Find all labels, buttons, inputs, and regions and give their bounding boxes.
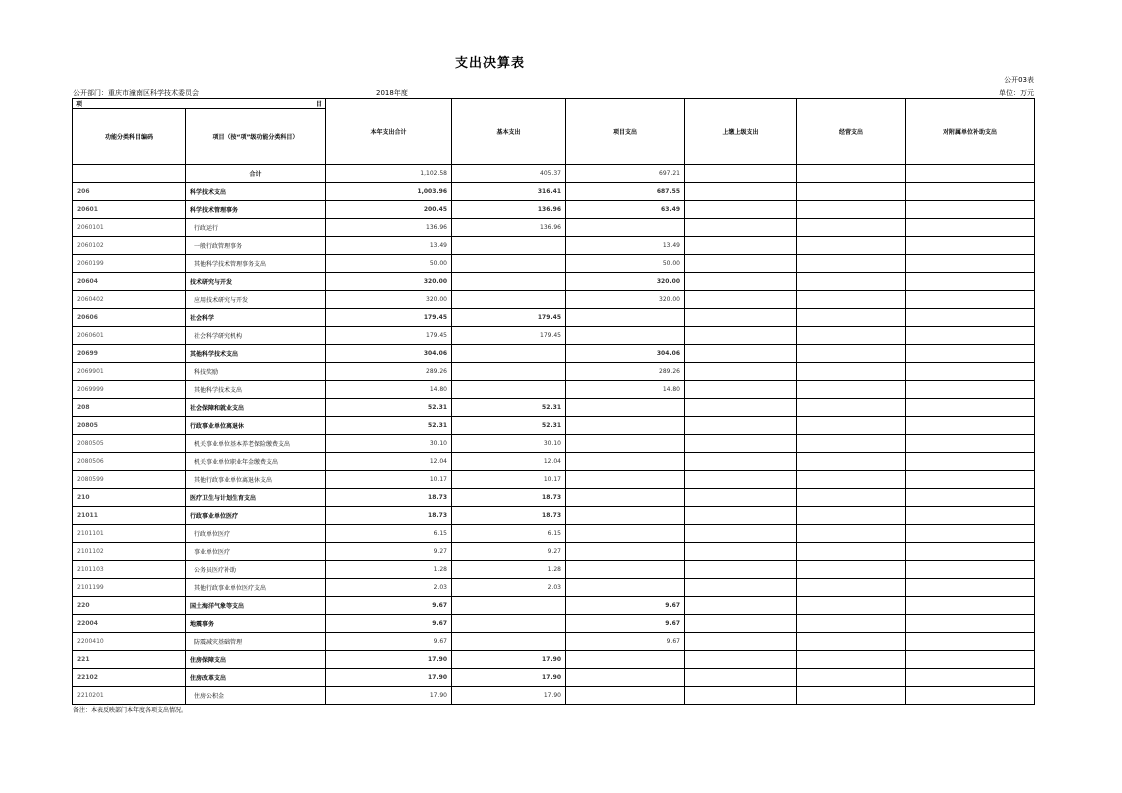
row-project [566,579,685,597]
row-subsidy [906,561,1035,579]
table-row [73,435,1035,453]
row-operating [797,327,906,345]
row-operating [797,633,906,651]
row-operating [797,273,906,291]
table-row [73,687,1035,705]
row-name: 住房保障支出 [186,651,326,669]
table-body [73,165,1035,705]
dept-label: 公开部门：重庆市潼南区科学技术委员会 [73,89,199,97]
row-operating [797,201,906,219]
row-project [566,453,685,471]
expenditure-table [72,98,1035,705]
row-total: 320.00 [326,273,452,291]
table-row [73,579,1035,597]
row-operating [797,669,906,687]
row-code: 2101199 [73,579,186,597]
table-row [73,183,1035,201]
row-basic: 18.73 [452,489,566,507]
row-project: 697.21 [566,165,685,183]
row-code: 2060101 [73,219,186,237]
row-subsidy [906,309,1035,327]
row-total: 6.15 [326,525,452,543]
row-subsidy [906,381,1035,399]
table-row [73,417,1035,435]
row-project [566,417,685,435]
row-project: 63.49 [566,201,685,219]
row-upper [685,399,797,417]
table-row [73,561,1035,579]
row-total: 320.00 [326,291,452,309]
row-project: 9.67 [566,615,685,633]
row-upper [685,471,797,489]
row-code: 2101103 [73,561,186,579]
row-name: 其他行政事业单位离退休支出 [186,471,326,489]
row-basic: 30.10 [452,435,566,453]
row-upper [685,309,797,327]
row-upper [685,165,797,183]
row-total: 9.67 [326,597,452,615]
row-upper [685,615,797,633]
row-upper [685,525,797,543]
row-name: 行政运行 [186,219,326,237]
row-total: 50.00 [326,255,452,273]
row-code: 20606 [73,309,186,327]
row-upper [685,273,797,291]
header-subsidy: 对附属单位补助支出 [906,99,1035,165]
row-upper [685,219,797,237]
row-project: 9.67 [566,597,685,615]
row-total: 17.90 [326,669,452,687]
row-name: 事业单位医疗 [186,543,326,561]
row-project: 289.26 [566,363,685,381]
row-basic [452,381,566,399]
header-code: 功能分类科目编码 [73,109,186,165]
row-upper [685,597,797,615]
row-code: 2080505 [73,435,186,453]
row-code [73,165,186,183]
row-subsidy [906,471,1035,489]
row-project [566,435,685,453]
row-operating [797,381,906,399]
row-name: 社会科学 [186,309,326,327]
row-project [566,489,685,507]
row-total: 179.45 [326,309,452,327]
row-total: 1,102.58 [326,165,452,183]
header-operating: 经营支出 [797,99,906,165]
row-basic: 17.90 [452,669,566,687]
row-code: 220 [73,597,186,615]
row-basic: 405.37 [452,165,566,183]
row-upper [685,633,797,651]
row-basic [452,273,566,291]
row-name: 其他行政事业单位医疗支出 [186,579,326,597]
row-name: 地震事务 [186,615,326,633]
row-total: 30.10 [326,435,452,453]
row-basic: 2.03 [452,579,566,597]
row-project [566,669,685,687]
row-basic [452,615,566,633]
row-subsidy [906,417,1035,435]
row-operating [797,309,906,327]
row-name: 其他科学技术支出 [186,381,326,399]
table-row [73,327,1035,345]
row-operating [797,255,906,273]
row-upper [685,255,797,273]
row-operating [797,525,906,543]
row-operating [797,471,906,489]
row-project: 320.00 [566,291,685,309]
row-project: 13.49 [566,237,685,255]
header-upper: 上缴上级支出 [685,99,797,165]
row-subsidy [906,453,1035,471]
row-code: 2060601 [73,327,186,345]
row-name: 合计 [186,165,326,183]
row-upper [685,237,797,255]
row-subsidy [906,597,1035,615]
row-code: 21011 [73,507,186,525]
row-subsidy [906,669,1035,687]
row-total: 1.28 [326,561,452,579]
header-xiang: 项 [76,101,83,108]
row-upper [685,291,797,309]
row-basic [452,237,566,255]
row-upper [685,417,797,435]
row-operating [797,543,906,561]
row-project [566,399,685,417]
header-row-top [73,99,1035,109]
row-total: 200.45 [326,201,452,219]
row-subsidy [906,201,1035,219]
row-basic: 179.45 [452,327,566,345]
row-subsidy [906,651,1035,669]
row-name: 住房公积金 [186,687,326,705]
row-name: 科学技术管理事务 [186,201,326,219]
row-operating [797,219,906,237]
table-row [73,399,1035,417]
row-code: 2060102 [73,237,186,255]
row-upper [685,687,797,705]
row-total: 10.17 [326,471,452,489]
row-code: 2069901 [73,363,186,381]
row-total: 18.73 [326,507,452,525]
table-row [73,651,1035,669]
row-total: 179.45 [326,327,452,345]
row-code: 2060199 [73,255,186,273]
row-name: 医疗卫生与计划生育支出 [186,489,326,507]
row-total: 17.90 [326,651,452,669]
row-basic: 6.15 [452,525,566,543]
table-row [73,219,1035,237]
row-code: 2101102 [73,543,186,561]
row-name: 住房改革支出 [186,669,326,687]
table-row [73,363,1035,381]
row-project [566,219,685,237]
row-subsidy [906,633,1035,651]
footnote: 备注：本表反映部门本年度各项支出情况。 [73,707,188,714]
row-total: 2.03 [326,579,452,597]
row-project: 9.67 [566,633,685,651]
row-code: 2080506 [73,453,186,471]
row-operating [797,615,906,633]
row-subsidy [906,399,1035,417]
row-subsidy [906,489,1035,507]
row-project: 320.00 [566,273,685,291]
header-project: 项目支出 [566,99,685,165]
row-basic: 10.17 [452,471,566,489]
row-subsidy [906,255,1035,273]
table-row [73,309,1035,327]
row-project [566,471,685,489]
row-name: 一般行政管理事务 [186,237,326,255]
row-project [566,525,685,543]
header-xiang-mu [73,99,326,109]
row-code: 20699 [73,345,186,363]
row-basic: 12.04 [452,453,566,471]
row-name: 社会保障和就业支出 [186,399,326,417]
table-row [73,381,1035,399]
row-subsidy [906,345,1035,363]
row-subsidy [906,507,1035,525]
row-basic [452,633,566,651]
row-subsidy [906,615,1035,633]
table-row [73,669,1035,687]
row-basic: 18.73 [452,507,566,525]
row-code: 2069999 [73,381,186,399]
table-row [73,291,1035,309]
row-basic [452,345,566,363]
form-number: 公开03表 [1004,76,1034,84]
row-name: 机关事业单位基本养老保险缴费支出 [186,435,326,453]
row-name: 行政事业单位离退休 [186,417,326,435]
table-row [73,165,1035,183]
row-code: 206 [73,183,186,201]
row-basic: 136.96 [452,219,566,237]
row-basic [452,597,566,615]
row-basic: 17.90 [452,687,566,705]
table-row [73,453,1035,471]
row-project: 50.00 [566,255,685,273]
row-subsidy [906,687,1035,705]
row-project: 304.06 [566,345,685,363]
row-operating [797,507,906,525]
row-total: 52.31 [326,399,452,417]
header-basic: 基本支出 [452,99,566,165]
row-total: 9.27 [326,543,452,561]
header-mu: 目 [315,101,322,108]
row-basic: 52.31 [452,399,566,417]
row-basic [452,291,566,309]
table-row [73,345,1035,363]
row-subsidy [906,327,1035,345]
table-row [73,489,1035,507]
row-basic [452,255,566,273]
table-row [73,597,1035,615]
row-upper [685,651,797,669]
row-code: 221 [73,651,186,669]
row-project [566,561,685,579]
row-name: 行政单位医疗 [186,525,326,543]
row-operating [797,291,906,309]
page-title: 支出决算表 [454,56,525,71]
row-total: 9.67 [326,615,452,633]
row-project: 14.80 [566,381,685,399]
row-upper [685,435,797,453]
row-upper [685,363,797,381]
row-total: 136.96 [326,219,452,237]
row-code: 22102 [73,669,186,687]
row-upper [685,201,797,219]
row-code: 2060402 [73,291,186,309]
table-row [73,633,1035,651]
row-total: 13.49 [326,237,452,255]
row-code: 210 [73,489,186,507]
row-project [566,507,685,525]
row-project [566,687,685,705]
row-project: 687.55 [566,183,685,201]
row-name: 国土海洋气象等支出 [186,597,326,615]
row-total: 17.90 [326,687,452,705]
table-row [73,255,1035,273]
row-code: 20805 [73,417,186,435]
row-name: 机关事业单位职业年金缴费支出 [186,453,326,471]
row-operating [797,399,906,417]
row-upper [685,507,797,525]
row-basic: 17.90 [452,651,566,669]
row-operating [797,579,906,597]
row-operating [797,345,906,363]
meta-bar [73,88,1034,98]
row-total: 304.06 [326,345,452,363]
row-upper [685,543,797,561]
row-basic: 52.31 [452,417,566,435]
row-code: 22004 [73,615,186,633]
row-upper [685,669,797,687]
row-total: 12.04 [326,453,452,471]
header-total: 本年支出合计 [326,99,452,165]
row-basic: 9.27 [452,543,566,561]
row-operating [797,237,906,255]
row-name: 防震减灾基础管理 [186,633,326,651]
row-operating [797,453,906,471]
row-operating [797,183,906,201]
table-row [73,201,1035,219]
table-row [73,471,1035,489]
row-name: 社会科学研究机构 [186,327,326,345]
row-subsidy [906,183,1035,201]
row-total: 9.67 [326,633,452,651]
row-subsidy [906,363,1035,381]
row-name: 行政事业单位医疗 [186,507,326,525]
row-total: 1,003.96 [326,183,452,201]
row-subsidy [906,291,1035,309]
table-row [73,525,1035,543]
row-code: 2200410 [73,633,186,651]
row-upper [685,381,797,399]
row-total: 52.31 [326,417,452,435]
row-code: 2101101 [73,525,186,543]
row-operating [797,165,906,183]
row-total: 14.80 [326,381,452,399]
row-upper [685,489,797,507]
row-name: 技术研究与开发 [186,273,326,291]
row-name: 其他科学技术管理事务支出 [186,255,326,273]
row-upper [685,579,797,597]
row-project [566,651,685,669]
row-subsidy [906,237,1035,255]
row-upper [685,183,797,201]
row-operating [797,489,906,507]
row-basic: 1.28 [452,561,566,579]
row-basic [452,363,566,381]
row-name: 应用技术研究与开发 [186,291,326,309]
row-operating [797,597,906,615]
row-subsidy [906,273,1035,291]
row-total: 289.26 [326,363,452,381]
row-operating [797,651,906,669]
row-name: 科技奖励 [186,363,326,381]
row-code: 20604 [73,273,186,291]
row-operating [797,417,906,435]
row-operating [797,561,906,579]
row-subsidy [906,525,1035,543]
row-code: 2080599 [73,471,186,489]
row-operating [797,363,906,381]
row-total: 18.73 [326,489,452,507]
table-row [73,507,1035,525]
row-basic: 316.41 [452,183,566,201]
row-basic: 179.45 [452,309,566,327]
unit-label: 单位：万元 [999,89,1034,97]
table-row [73,543,1035,561]
row-subsidy [906,435,1035,453]
row-code: 20601 [73,201,186,219]
row-operating [797,435,906,453]
row-subsidy [906,579,1035,597]
row-upper [685,453,797,471]
row-upper [685,561,797,579]
table-row [73,273,1035,291]
row-subsidy [906,543,1035,561]
row-upper [685,345,797,363]
year-label: 2018年度 [376,89,408,97]
row-name: 公务员医疗补助 [186,561,326,579]
row-project [566,543,685,561]
row-name: 其他科学技术支出 [186,345,326,363]
row-code: 208 [73,399,186,417]
row-code: 2210201 [73,687,186,705]
row-subsidy [906,165,1035,183]
row-name: 科学技术支出 [186,183,326,201]
row-project [566,327,685,345]
row-basic: 136.96 [452,201,566,219]
row-project [566,309,685,327]
header-name: 项目（按“项”级功能分类科目） [186,109,326,165]
table-row [73,615,1035,633]
table-row [73,237,1035,255]
row-subsidy [906,219,1035,237]
row-upper [685,327,797,345]
row-operating [797,687,906,705]
